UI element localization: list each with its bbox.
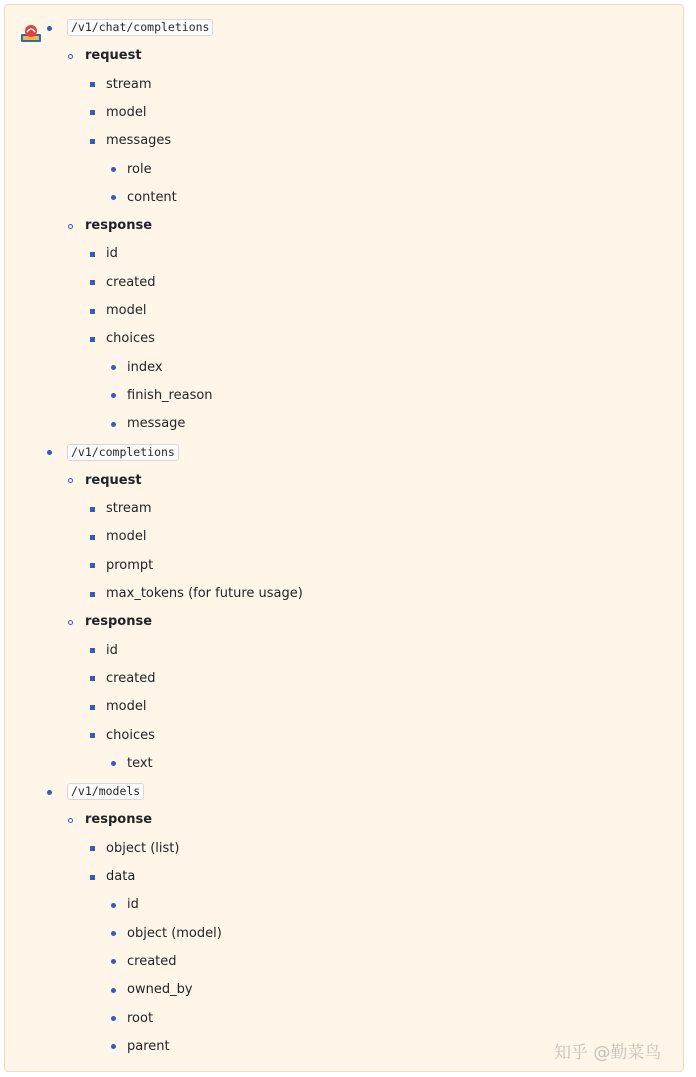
bullet-marker xyxy=(68,478,73,483)
field-label: created xyxy=(106,274,156,290)
bullet-marker xyxy=(90,648,95,653)
list-item xyxy=(5,471,683,491)
bullet-marker xyxy=(90,507,95,512)
field-label: stream xyxy=(106,501,152,517)
bullet-marker xyxy=(90,535,95,540)
bullet-marker xyxy=(111,959,116,964)
list-item xyxy=(5,980,683,1000)
bullet-marker xyxy=(111,1016,116,1021)
list-item xyxy=(5,810,683,830)
bullet-marker xyxy=(68,54,73,59)
bullet-marker xyxy=(90,337,95,342)
list-item xyxy=(5,160,683,180)
list-item xyxy=(5,726,683,746)
bullet-marker xyxy=(90,733,95,738)
watermark: 知乎 @勤菜鸟 xyxy=(554,1043,662,1063)
bullet-marker xyxy=(111,195,116,200)
list-item xyxy=(5,244,683,264)
field-label: id xyxy=(106,642,118,658)
bullet-marker xyxy=(111,393,116,398)
list-item xyxy=(5,924,683,944)
bullet-marker xyxy=(68,620,73,625)
list-item xyxy=(5,131,683,151)
bullet-marker xyxy=(90,846,95,851)
bullet-marker xyxy=(90,280,95,285)
bullet-marker xyxy=(68,818,73,823)
field-label: object (model) xyxy=(127,925,222,941)
list-item xyxy=(5,754,683,774)
field-label: choices xyxy=(106,331,155,347)
bullet-marker xyxy=(90,252,95,257)
section-label: response xyxy=(85,812,153,828)
list-item xyxy=(5,556,683,576)
field-label: id xyxy=(106,246,118,262)
field-label: content xyxy=(127,189,177,205)
api-outline-list xyxy=(5,5,683,1071)
list-item xyxy=(5,273,683,293)
list-item xyxy=(5,527,683,547)
list-item xyxy=(5,358,683,378)
bullet-marker xyxy=(47,450,52,455)
bullet-marker xyxy=(90,705,95,710)
bullet-marker xyxy=(90,875,95,880)
list-item xyxy=(5,895,683,915)
list-item xyxy=(5,386,683,406)
field-label: object (list) xyxy=(106,840,180,856)
field-label: model xyxy=(106,104,147,120)
list-item xyxy=(5,188,683,208)
bullet-marker xyxy=(111,167,116,172)
field-label: id xyxy=(127,897,139,913)
field-label: messages xyxy=(106,133,172,149)
field-label: max_tokens (for future usage) xyxy=(106,586,303,601)
field-label: model xyxy=(106,529,147,545)
section-label: request xyxy=(85,472,142,488)
bullet-marker xyxy=(90,110,95,115)
list-item xyxy=(5,75,683,95)
bullet-marker xyxy=(111,931,116,936)
list-item xyxy=(5,867,683,887)
bullet-marker xyxy=(47,790,52,795)
endpoint-code: /v1/models xyxy=(67,783,144,800)
list-item xyxy=(5,414,683,434)
list-item xyxy=(5,1009,683,1029)
list-item xyxy=(5,782,683,802)
field-label: index xyxy=(127,359,163,375)
list-item xyxy=(5,46,683,66)
list-item xyxy=(5,301,683,321)
field-label: stream xyxy=(106,76,152,92)
section-label: response xyxy=(85,218,153,234)
field-label: text xyxy=(127,755,153,771)
list-item xyxy=(5,103,683,123)
field-label: created xyxy=(127,953,177,969)
field-label: choices xyxy=(106,727,155,743)
bullet-marker xyxy=(90,676,95,681)
endpoint-code: /v1/completions xyxy=(67,444,179,461)
list-item xyxy=(5,641,683,661)
endpoint-code: /v1/chat/completions xyxy=(67,19,213,36)
list-item xyxy=(5,952,683,972)
list-item xyxy=(5,839,683,859)
bullet-marker xyxy=(68,224,73,229)
section-label: response xyxy=(85,614,153,630)
field-label: created xyxy=(106,670,156,686)
list-item xyxy=(5,584,683,604)
field-label: root xyxy=(127,1010,154,1026)
list-item xyxy=(5,329,683,349)
bullet-marker xyxy=(111,761,116,766)
field-label: finish_reason xyxy=(127,387,213,403)
list-item xyxy=(5,18,683,38)
bullet-marker xyxy=(90,592,95,597)
list-item xyxy=(5,443,683,463)
field-label: model xyxy=(106,699,147,715)
bullet-marker xyxy=(111,903,116,908)
field-label: role xyxy=(127,161,152,177)
bullet-marker xyxy=(111,422,116,427)
field-label: owned_by xyxy=(127,982,193,998)
field-label: message xyxy=(127,416,186,432)
bullet-marker xyxy=(90,563,95,568)
bullet-marker xyxy=(90,139,95,144)
bullet-marker xyxy=(111,988,116,993)
bullet-marker xyxy=(90,309,95,314)
bullet-marker xyxy=(47,26,52,31)
list-item xyxy=(5,669,683,689)
field-label: data xyxy=(106,869,136,884)
field-label: model xyxy=(106,303,147,318)
list-item xyxy=(5,612,683,632)
field-label: parent xyxy=(127,1038,170,1054)
list-item xyxy=(5,697,683,717)
bullet-marker xyxy=(111,365,116,370)
section-label: request xyxy=(85,48,142,64)
field-label: prompt xyxy=(106,557,154,573)
bullet-marker xyxy=(111,1044,116,1049)
list-item xyxy=(5,499,683,519)
bullet-marker xyxy=(90,82,95,87)
list-item xyxy=(5,216,683,236)
document-panel xyxy=(4,4,684,1072)
